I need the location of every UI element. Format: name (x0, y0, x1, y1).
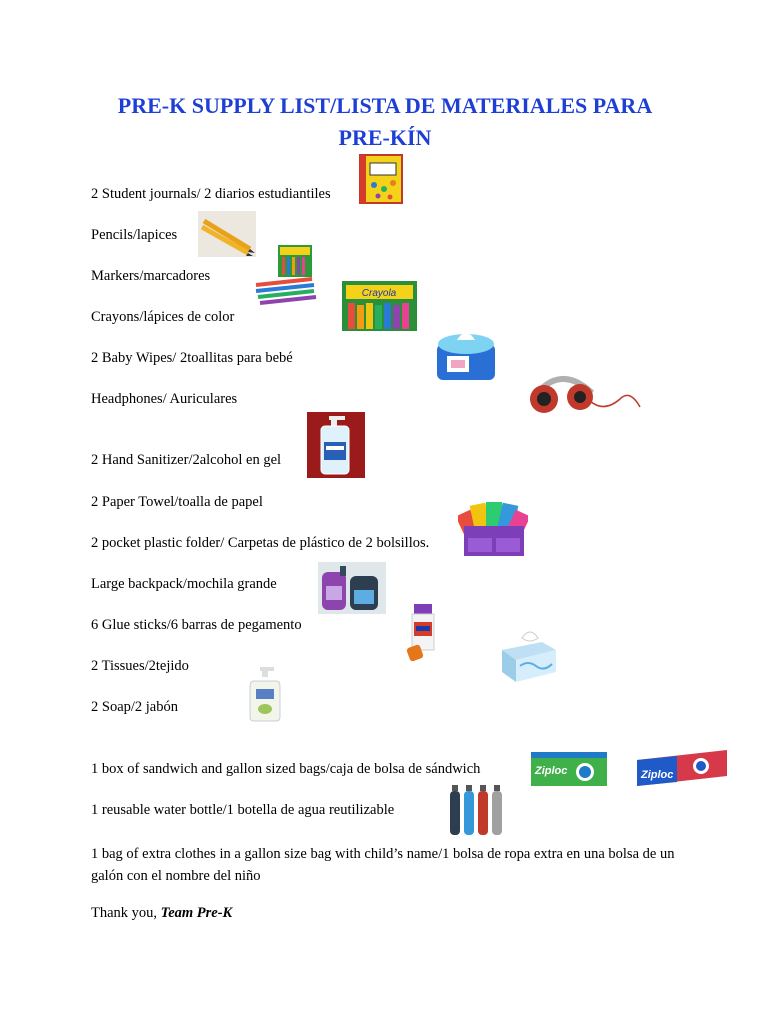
tissues-icon (498, 628, 560, 684)
list-item-soap: 2 Soap/2 jabón (91, 699, 178, 715)
ziploc-label-1: Ziploc (535, 765, 568, 777)
crayola-label: Crayola (361, 288, 397, 299)
glue-stick-icon (402, 602, 440, 664)
backpack-icon (318, 562, 386, 614)
title-line-1: PRE-K SUPPLY LIST/LISTA DE MATERIALES PARA (117, 93, 653, 118)
list-item-headphones: Headphones/ Auriculares (91, 391, 238, 407)
list-item-crayons: Crayons/lápices de color (91, 309, 235, 325)
title-line-2: PRE-KÍN (338, 125, 432, 150)
hand-sanitizer-icon (307, 412, 365, 478)
headphones-icon (528, 367, 642, 421)
list-item-bags: 1 box of sandwich and gallon sized bags/caja de bolsa de sándwich (91, 761, 481, 777)
closing-line (91, 905, 232, 922)
list-item-extra-clothes: 1 bag of extra clothes in a gallon size bag with child’s name/1 bolsa de ropa extra en una bolsa de un galón con el nombre del niño (91, 846, 675, 884)
list-item-backpack: Large backpack/mochila grande (91, 576, 277, 592)
list-item-paper-towel: 2 Paper Towel/toalla de papel (91, 494, 263, 510)
list-item-markers: Markers/marcadores (91, 268, 211, 284)
ziploc-bags-icon (531, 752, 607, 786)
list-item-glue-sticks: 6 Glue sticks/6 barras de pegamento (91, 617, 302, 633)
list-item-water-bottle: 1 reusable water bottle/1 botella de agua reutilizable (91, 802, 395, 818)
soap-icon (248, 665, 282, 723)
list-item-hand-sanitizer: 2 Hand Sanitizer/2alcohol en gel (91, 452, 282, 468)
water-bottles-icon (446, 783, 514, 837)
baby-wipes-icon (433, 326, 499, 384)
list-item-baby-wipes: 2 Baby Wipes/ 2toallitas para bebé (91, 350, 293, 366)
list-item-folders: 2 pocket plastic folder/ Carpetas de plástico de 2 bolsillos. (91, 535, 430, 551)
signature: Team Pre-K (160, 905, 233, 921)
list-item-pencils: Pencils/lapices (91, 227, 178, 243)
folders-icon (458, 498, 528, 558)
ziploc-label-2: Ziploc (641, 769, 674, 781)
crayons-icon (342, 281, 417, 331)
markers-icon (252, 243, 320, 305)
journal-icon (358, 153, 404, 205)
closing-prefix: Thank you, (91, 905, 161, 921)
pencils-icon (198, 211, 256, 257)
list-item-tissues: 2 Tissues/2tejido (91, 658, 189, 674)
list-item-journals: 2 Student journals/ 2 diarios estudiantiles (91, 186, 331, 202)
ziploc-gallon-bags-icon (637, 750, 727, 786)
